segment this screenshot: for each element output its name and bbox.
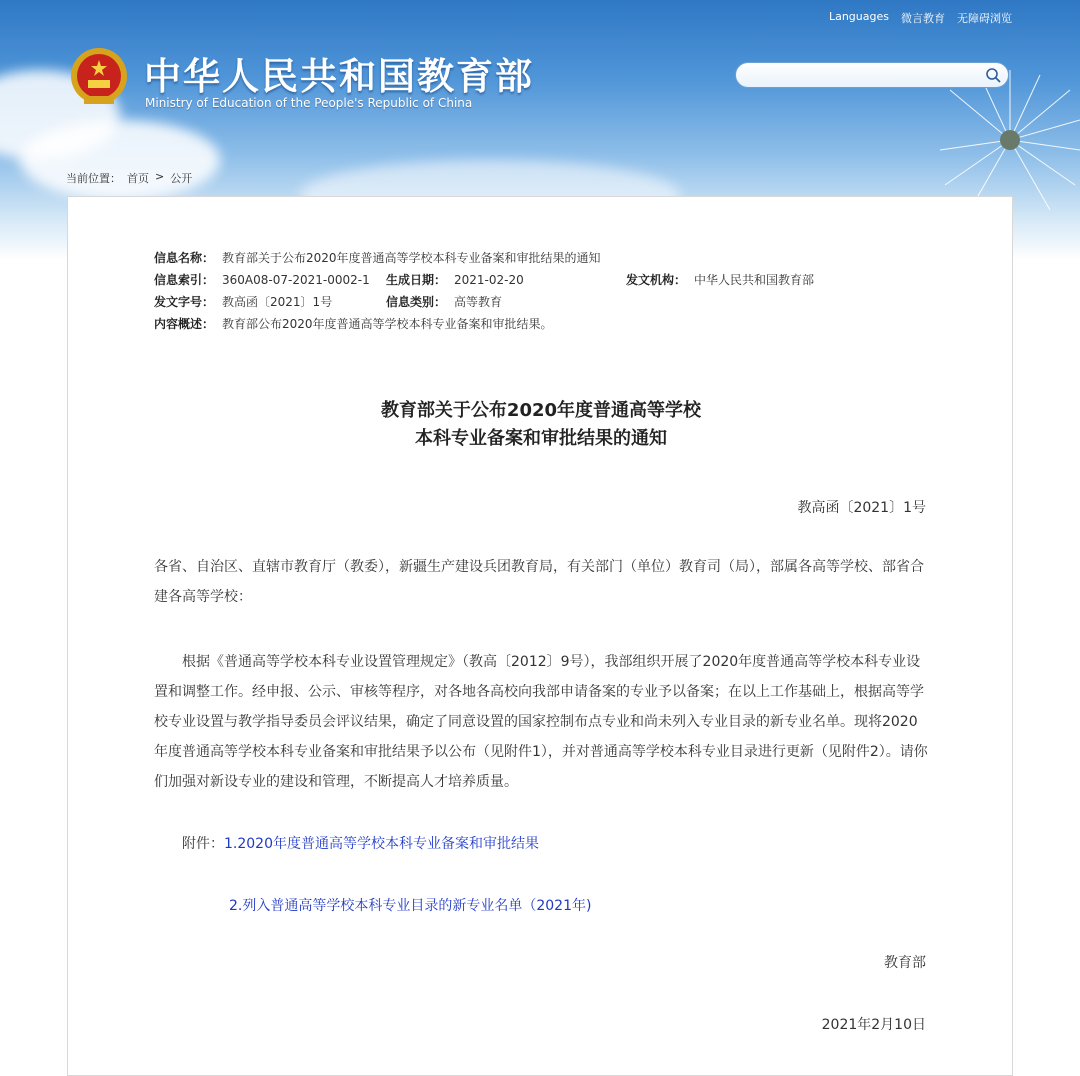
- attachments-label: 附件：: [182, 836, 224, 852]
- chevron-right-icon: >: [155, 170, 165, 183]
- info-name-label: 信息名称：: [154, 251, 215, 265]
- document-title: [68, 397, 1014, 453]
- attachment-2: [229, 891, 929, 921]
- search-input[interactable]: [748, 63, 992, 89]
- document-title-line1: 教育部关于公布2020年度普通高等学校: [380, 400, 702, 421]
- summary-label: 内容概述：: [154, 317, 215, 331]
- languages-link[interactable]: Languages: [828, 10, 889, 23]
- content-panel: [67, 196, 1013, 1076]
- weiyan-link[interactable]: 微言教育: [901, 12, 945, 25]
- doc-number-label: 发文字号：: [154, 295, 215, 309]
- info-index-value: 360A08-07-2021-0002-1: [222, 273, 370, 287]
- category-label: 信息类别：: [386, 295, 447, 309]
- info-index-label: 信息索引：: [154, 273, 215, 287]
- issuer: 教育部: [884, 955, 926, 971]
- breadcrumb-home[interactable]: 首页: [127, 172, 149, 185]
- cloud-decoration: [20, 120, 220, 200]
- category-value: 高等教育: [454, 295, 503, 309]
- attachment-1-link[interactable]: 1.2020年度普通高等学校本科专业备案和审批结果: [224, 836, 539, 852]
- accessibility-link[interactable]: 无障碍浏览: [957, 12, 1012, 25]
- national-emblem-icon: [68, 46, 130, 110]
- body-paragraph: 根据《普通高等学校本科专业设置管理规定》（教高〔2012〕9号），我部组织开展了2020年度普通高等学校本科专业设置和调整工作。经申报、公示、审核等程序，对各地各高校向我部申请备案的专业予以备案；在以上工作基础上，根据高等学校专业设置与教学指导委员会评议结果，确定了同意设置的国家控制布点专业和尚未列入专业目录的新专业名单。现将2020年度普通高等学校本科专业备案和审批结果予以公布（见附件1），并对普通高等学校本科专业目录进行更新（见附件2）。请你们加强对新设专业的建设和管理，不断提高人才培养质量。: [154, 654, 928, 790]
- attachment-2-link[interactable]: 2.列入普通高等学校本科专业目录的新专业名单（2021年): [229, 898, 592, 914]
- info-name-value: 教育部关于公布2020年度普通高等学校本科专业备案和审批结果的通知: [222, 251, 601, 265]
- search-icon[interactable]: [984, 66, 1002, 84]
- search-box: [735, 62, 1009, 88]
- doc-number-value: 教高函〔2021〕1号: [222, 295, 333, 309]
- top-links: [829, 10, 1012, 26]
- document-title-line2: 本科专业备案和审批结果的通知: [415, 428, 667, 449]
- org-value: 中华人民共和国教育部: [694, 273, 815, 287]
- breadcrumb-current[interactable]: 公开: [170, 172, 193, 185]
- org-label: 发文机构：: [626, 273, 687, 287]
- summary-value: 教育部公布2020年度普通高等学校本科专业备案和审批结果。: [222, 317, 553, 331]
- document-number: 教高函〔2021〕1号: [797, 500, 926, 516]
- site-title[interactable]: 中华人民共和国教育部: [144, 55, 534, 98]
- attachments: [182, 829, 882, 859]
- date-label: 生成日期：: [386, 273, 447, 287]
- breadcrumb-label: 当前位置：: [66, 172, 121, 185]
- breadcrumb: [66, 170, 192, 186]
- site-subtitle: Ministry of Education of the People's Republic of China: [145, 96, 473, 110]
- date-value: 2021-02-20: [454, 273, 524, 287]
- issue-date: 2021年2月10日: [821, 1017, 926, 1033]
- salutation: 各省、自治区、直辖市教育厅（教委），新疆生产建设兵团教育局，有关部门（单位）教育司（局），部属各高等学校、部省合建各高等学校：: [154, 559, 924, 605]
- info-metadata: [154, 247, 815, 335]
